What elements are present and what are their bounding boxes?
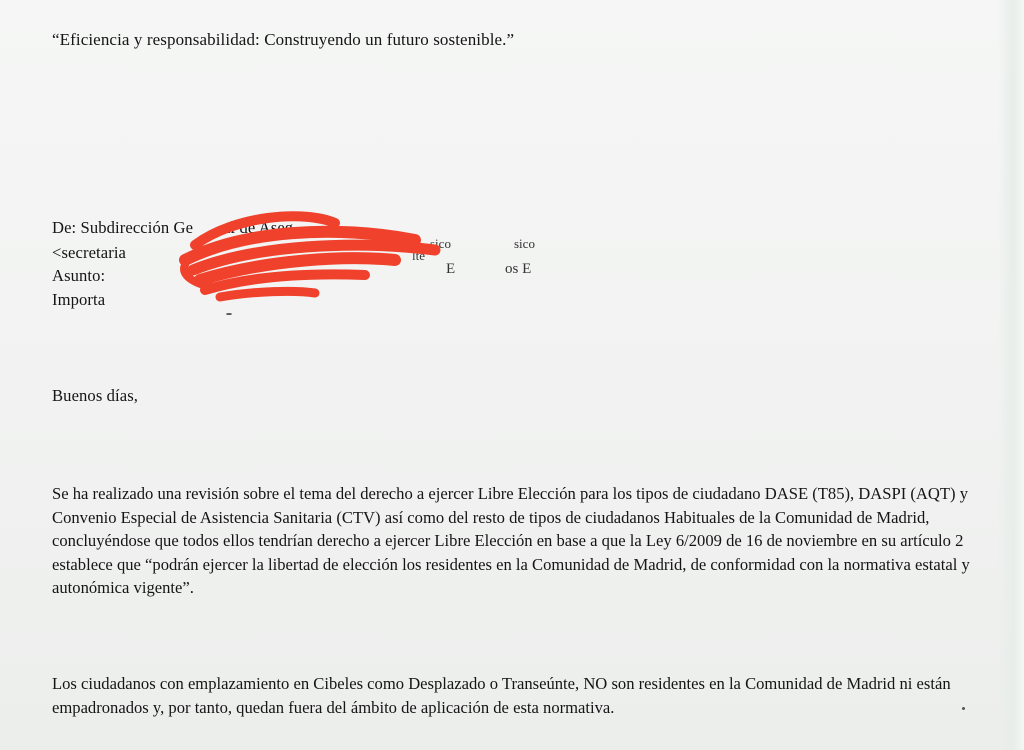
redaction-scribble: [165, 205, 455, 315]
body-paragraph: Se ha realizado una revisión sobre el tema del derecho a ejercer Libre Elección para los tipos de ciudadano DASE (T85), DASPI (AQT) y Convenio Especial de Asistencia Sanitaria (CTV) así como del resto de tipos de ciudadanos Habituales de la Comunidad de Madrid, concluyéndose que todos ellos tendrían derecho a ejercer Libre Elección en base a que la Ley 6/2009 de 16 de noviembre en su artículo 2 establece que “podrán ejercer la libertad de elección los residentes en la Comunidad de Madrid, de conformidad con la normativa estatal y autonómica vigente”.: [52, 484, 970, 597]
page-edge: [998, 0, 1024, 750]
header-fragment: sico: [514, 236, 535, 251]
body-paragraph: Los ciudadanos con emplazamiento en Cibeles como Desplazado o Transeúnte, NO son residentes en la Comunidad de Madrid ni están empadronados y, por tanto, quedan fuera del ámbito de aplicación de esta normativa.: [52, 674, 951, 717]
header-fragment: lte: [412, 248, 425, 263]
importance-line: Importa: [52, 290, 106, 309]
greeting: Buenos días,: [52, 386, 139, 405]
scan-speck: [226, 313, 232, 315]
from-label: De: Subdirección Ge: [52, 218, 194, 237]
motto-text: “Eficiencia y responsabilidad: Construyendo un futuro sostenible.”: [52, 30, 515, 49]
from-tail: al de Aseg: [223, 218, 294, 237]
header-fragment: os E: [505, 261, 532, 277]
scan-speck: [962, 707, 965, 710]
subject-line: Asunto:: [52, 266, 106, 285]
email-line: <secretaria: [52, 243, 127, 262]
header-fragment: sico: [430, 236, 451, 251]
header-fragment: E: [446, 261, 456, 277]
